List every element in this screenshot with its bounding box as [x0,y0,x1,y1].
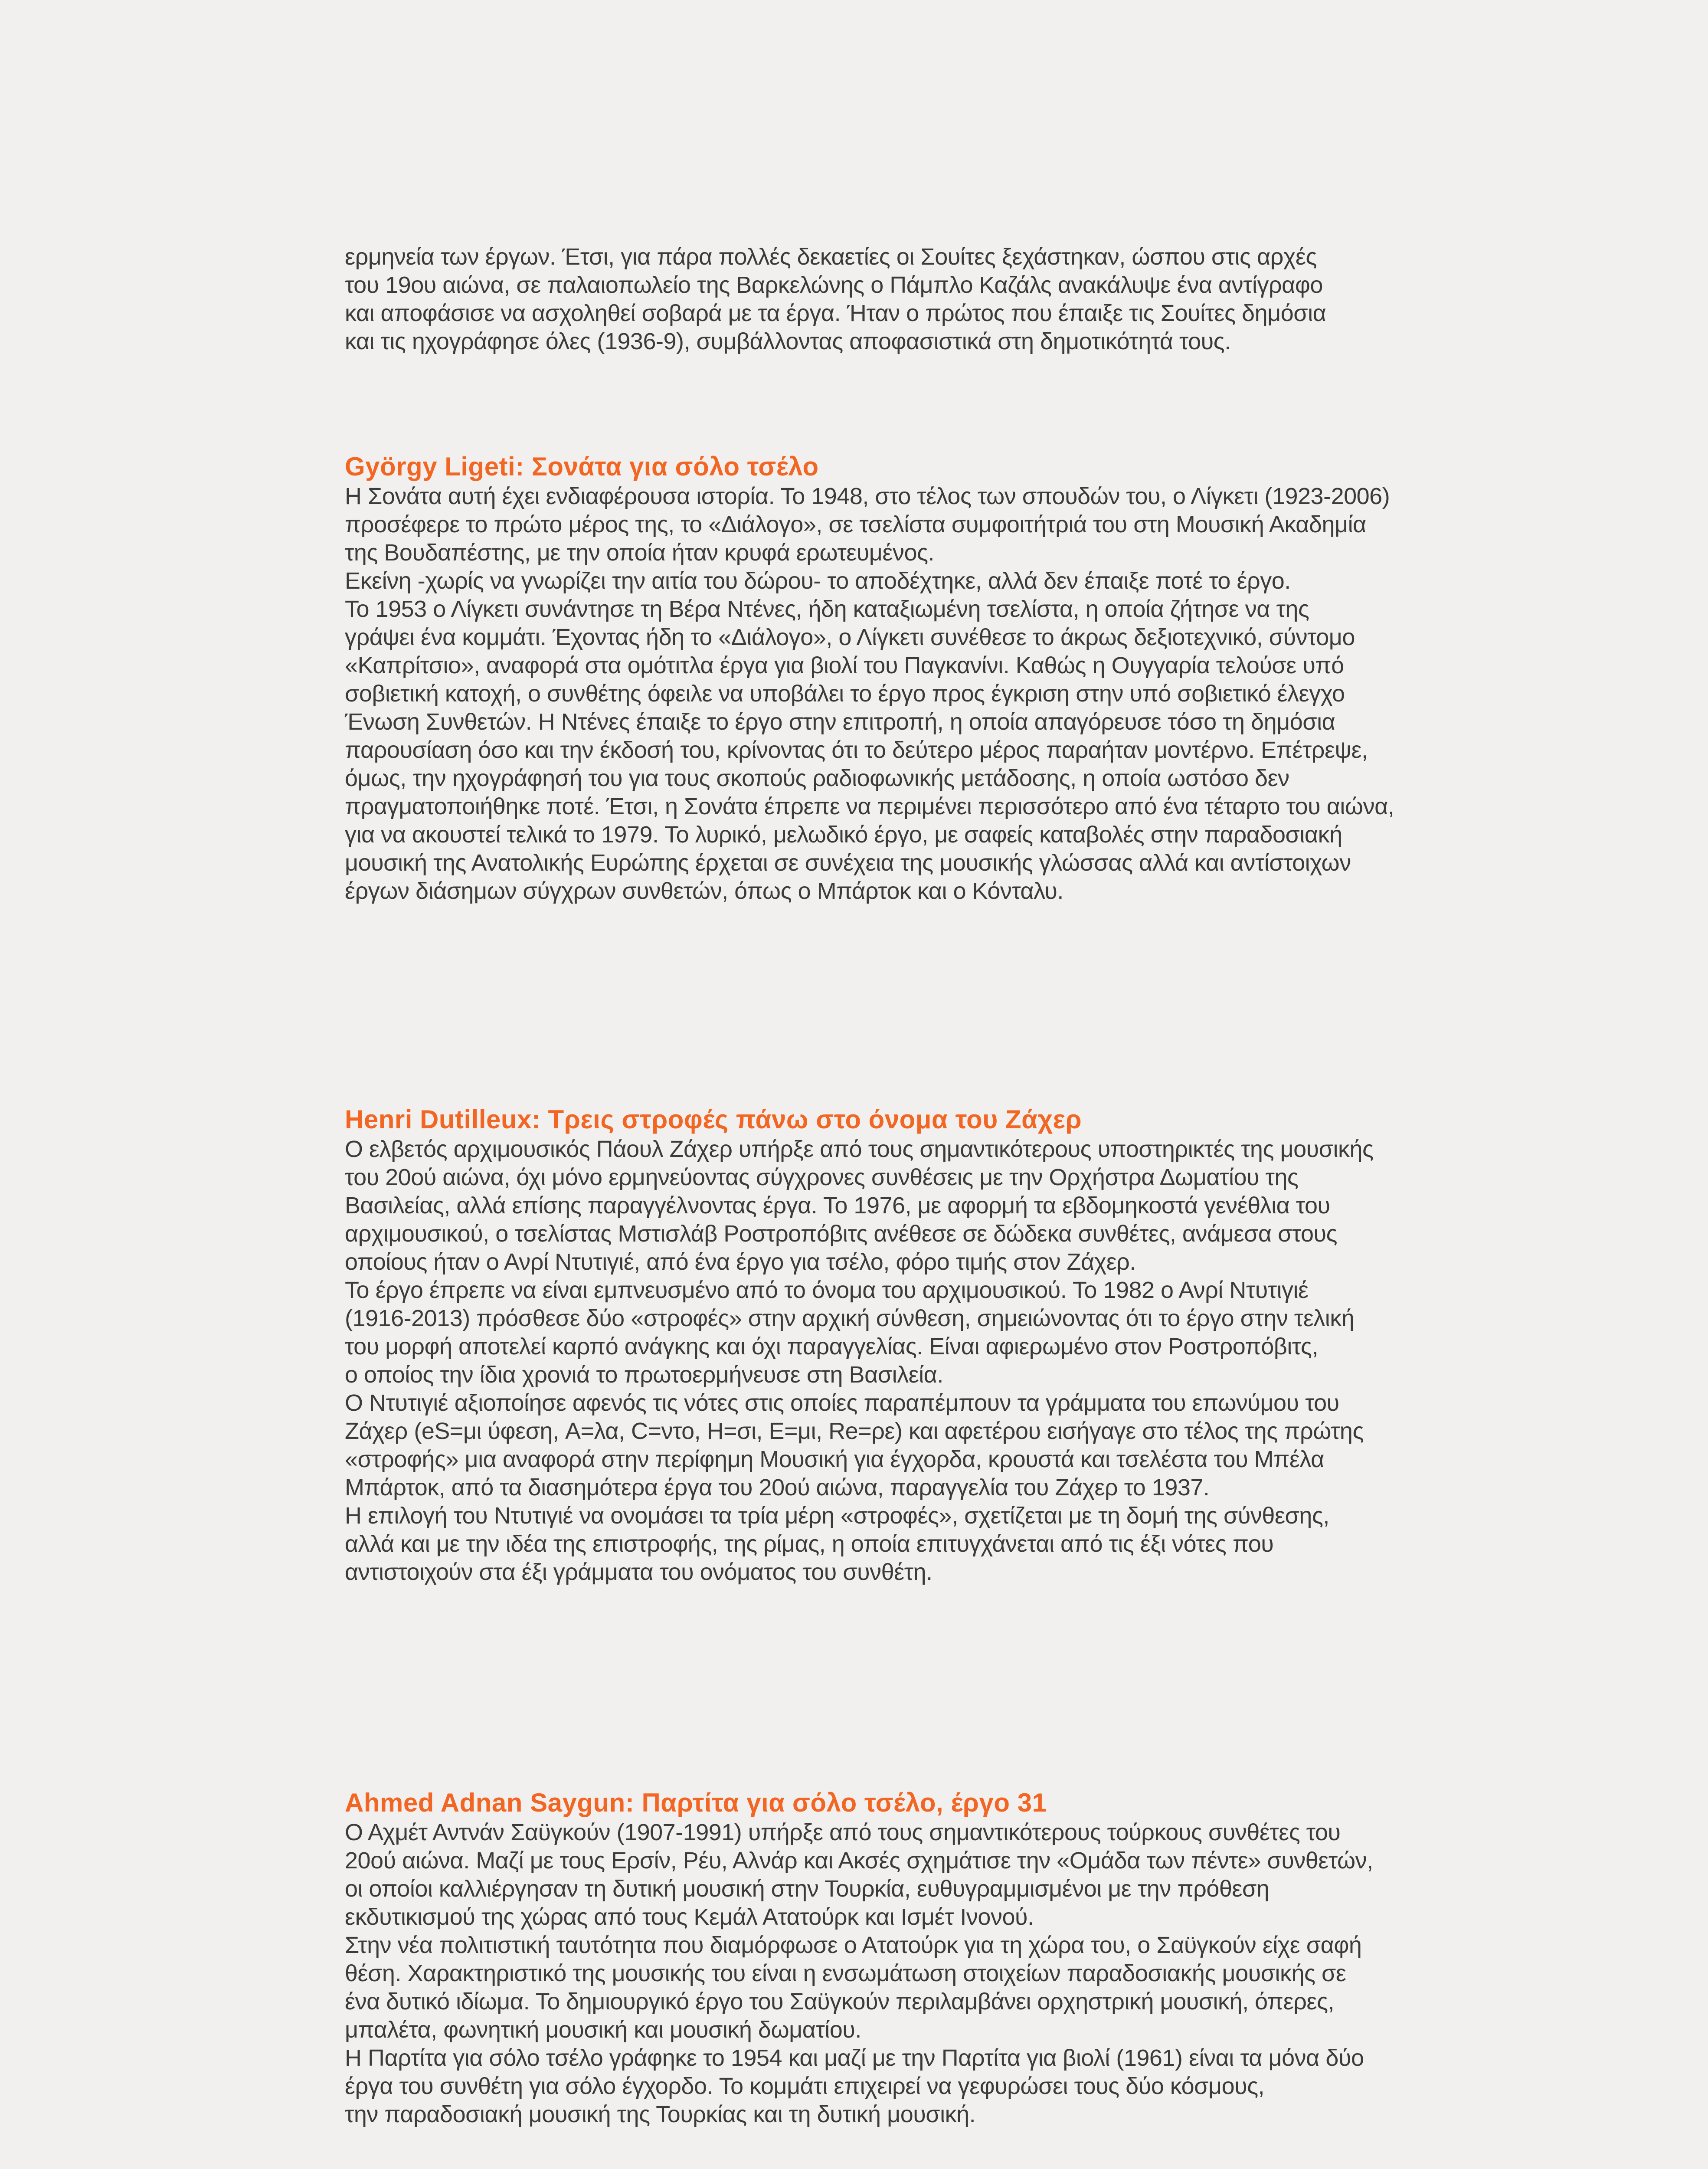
saygun-section [345,1787,1603,2129]
text-line: οποίους ήταν ο Ανρί Ντυτιγιέ, από ένα έργο για τσέλο, φόρο τιμής στον Ζάχερ. [345,1249,1136,1275]
text-line: όμως, την ηχογράφησή του για τους σκοπούς ραδιοφωνικής μετάδοσης, η οποία ωστόσο δεν [345,765,1289,791]
text-line: του 19ου αιώνα, σε παλαιοπωλείο της Βαρκελώνης ο Πάμπλο Καζάλς ανακάλυψε ένα αντίγραφο [345,272,1323,298]
text-line: Ο Αχμέτ Αντνάν Σαϋγκούν (1907-1991) υπήρξε από τους σημαντικότερους τούρκους συνθέτες του [345,1819,1341,1845]
text-line: ερμηνεία των έργων. Έτσι, για πάρα πολλές δεκαετίες οι Σουίτες ξεχάστηκαν, ώσπου στις αρχές [345,244,1317,270]
text-line: οι οποίοι καλλιέργησαν τη δυτική μουσική στην Τουρκία, ευθυγραμμισμένοι με την πρόθεση [345,1876,1270,1902]
text-line: του μορφή αποτελεί καρπό ανάγκης και όχι παραγγελίας. Είναι αφιερωμένο στον Ροστροπόβιτς, [345,1334,1318,1360]
ligeti-section [345,451,1603,905]
text-line: Η Παρτίτα για σόλο τσέλο γράφηκε το 1954 και μαζί με την Παρτίτα για βιολί (1961) είναι τα μόνα δύο [345,2045,1364,2071]
text-line: παρουσίαση όσο και την έκδοσή του, κρίνοντας ότι το δεύτερο μέρος παραήταν μοντέρνο. Επέτρεψε, [345,737,1368,763]
dutilleux-section [345,1104,1603,1586]
text-line: Βασιλείας, αλλά επίσης παραγγέλνοντας έργα. Το 1976, με αφορμή τα εβδομηκοστά γενέθλια του [345,1193,1330,1219]
text-line: ο οποίος την ίδια χρονιά το πρωτοερμήνευσε στη Βασιλεία. [345,1362,943,1388]
text-line: «Καπρίτσιο», αναφορά στα ομότιτλα έργα για βιολί του Παγκανίνι. Καθώς η Ουγγαρία τελούσε υπό [345,652,1344,678]
text-line: Ζάχερ (eS=μι ύφεση, A=λα, C=ντο, H=σι, E=μι, Re=ρε) και αφετέρου εισήγαγε στο τέλος της πρώτης [345,1418,1364,1444]
text-line: αρχιμουσικού, ο τσελίστας Μστισλάβ Ροστροπόβιτς ανέθεσε σε δώδεκα συνθέτες, ανάμεσα στους [345,1221,1338,1247]
section-heading: Henri Dutilleux: Τρεις στροφές πάνω στο όνομα του Ζάχερ [345,1105,1082,1134]
text-line: Η Σονάτα αυτή έχει ενδιαφέρουσα ιστορία. Το 1948, στο τέλος των σπουδών του, ο Λίγκετι (1923-2006) [345,483,1390,509]
text-line: Η επιλογή του Ντυτιγιέ να ονομάσει τα τρία μέρη «στροφές», σχετίζεται με τη δομή της σύνθεσης, [345,1503,1329,1529]
text-line: έργα του συνθέτη για σόλο έγχορδο. Το κομμάτι επιχειρεί να γεφυρώσει τους δύο κόσμους, [345,2073,1265,2099]
text-line: του 20ού αιώνα, όχι μόνο ερμηνεύοντας σύγχρονες συνθέσεις με την Ορχήστρα Δωματίου της [345,1164,1299,1190]
text-line: σοβιετική κατοχή, ο συνθέτης όφειλε να υποβάλει το έργο προς έγκριση στην υπό σοβιετικό έλεγχο [345,681,1345,707]
text-line: Μπάρτοκ, από τα διασημότερα έργα του 20ού αιώνα, παραγγελία του Ζάχερ το 1937. [345,1474,1210,1501]
text-line: Στην νέα πολιτιστική ταυτότητα που διαμόρφωσε ο Ατατούρκ για τη χώρα του, ο Σαϋγκούν είχε σαφή [345,1932,1362,1958]
text-line: μπαλέτα, φωνητική μουσική και μουσική δωματίου. [345,2017,861,2043]
text-line: θέση. Χαρακτηριστικό της μουσικής του είναι η ενσωμάτωση στοιχείων παραδοσιακής μουσικής σε [345,1960,1346,1986]
text-line: αντιστοιχούν στα έξι γράμματα του ονόματος του συνθέτη. [345,1559,933,1585]
text-line: Ο Ντυτιγιέ αξιοποίησε αφενός τις νότες στις οποίες παραπέμπουν τα γράμματα του επωνύμου του [345,1390,1339,1416]
section-heading: Ahmed Adnan Saygun: Παρτίτα για σόλο τσέλο, έργο 31 [345,1788,1047,1817]
intro-paragraph [345,243,1603,356]
text-line: για να ακουστεί τελικά το 1979. Το λυρικό, μελωδικό έργο, με σαφείς καταβολές στην παραδοσιακή [345,822,1342,848]
text-line: (1916-2013) πρόσθεσε δύο «στροφές» στην αρχική σύνθεση, σημειώνοντας ότι το έργο στην τελική [345,1305,1355,1331]
text-line: Ο ελβετός αρχιμουσικός Πάουλ Ζάχερ υπήρξε από τους σημαντικότερους υποστηρικτές της μουσικής [345,1136,1374,1162]
text-line: μουσική της Ανατολικής Ευρώπης έρχεται σε συνέχεια της μουσικής γλώσσας αλλά και αντίστοιχων [345,850,1351,876]
text-line: Το έργο έπρεπε να είναι εμπνευσμένο από το όνομα του αρχιμουσικού. Το 1982 ο Ανρί Ντυτιγιέ [345,1277,1309,1303]
text-line: αλλά και με την ιδέα της επιστροφής, της ρίμας, η οποία επιτυγχάνεται από τις έξι νότες που [345,1531,1274,1557]
text-line: Εκείνη -χωρίς να γνωρίζει την αιτία του δώρου- το αποδέχτηκε, αλλά δεν έπαιξε ποτέ το έργο. [345,568,1291,594]
text-line: πραγματοποιήθηκε ποτέ. Έτσι, η Σονάτα έπρεπε να περιμένει περισσότερο από ένα τέταρτο του αιώνα, [345,793,1394,819]
text-line: της Βουδαπέστης, με την οποία ήταν κρυφά ερωτευμένος. [345,540,935,566]
text-line: 20ού αιώνα. Μαζί με τους Ερσίν, Ρέυ, Αλνάρ και Ακσές σχημάτισε την «Ομάδα των πέντε» συνθετών, [345,1848,1373,1874]
section-heading: György Ligeti: Σονάτα για σόλο τσέλο [345,452,819,481]
text-line: την παραδοσιακή μουσική της Τουρκίας και τη δυτική μουσική. [345,2101,976,2127]
text-line: και αποφάσισε να ασχοληθεί σοβαρά με τα έργα. Ήταν ο πρώτος που έπαιξε τις Σουίτες δημόσια [345,300,1326,326]
text-line: Ένωση Συνθετών. Η Ντένες έπαιξε το έργο στην επιτροπή, η οποία απαγόρευσε τόσο τη δημόσια [345,709,1335,735]
text-line: έργων διάσημων σύγχρων συνθετών, όπως ο Μπάρτοκ και ο Κόνταλυ. [345,878,1063,904]
text-line: προσέφερε το πρώτο μέρος της, το «Διάλογο», σε τσελίστα συμφοιτήτριά του στη Μουσική Ακαδημία [345,511,1366,537]
text-line: ένα δυτικό ιδίωμα. Το δημιουργικό έργο του Σαϋγκούν περιλαμβάνει ορχηστρική μουσική, όπερες, [345,1989,1335,2015]
text-line: εκδυτικισμού της χώρας από τους Κεμάλ Ατατούρκ και Ισμέτ Ινονού. [345,1904,1034,1930]
text-line: Το 1953 ο Λίγκετι συνάντησε τη Βέρα Ντένες, ήδη καταξιωμένη τσελίστα, η οποία ζήτησε να της [345,596,1309,622]
text-line: γράψει ένα κομμάτι. Έχοντας ήδη το «Διάλογο», ο Λίγκετι συνέθεσε το άκρως δεξιοτεχνικό, σύντομο [345,624,1355,650]
text-line: «στροφής» μια αναφορά στην περίφημη Μουσική για έγχορδα, κρουστά και τσελέστα του Μπέλα [345,1446,1324,1472]
text-line: και τις ηχογράφησε όλες (1936-9), συμβάλλοντας αποφασιστικά στη δημοτικότητά τους. [345,328,1231,354]
